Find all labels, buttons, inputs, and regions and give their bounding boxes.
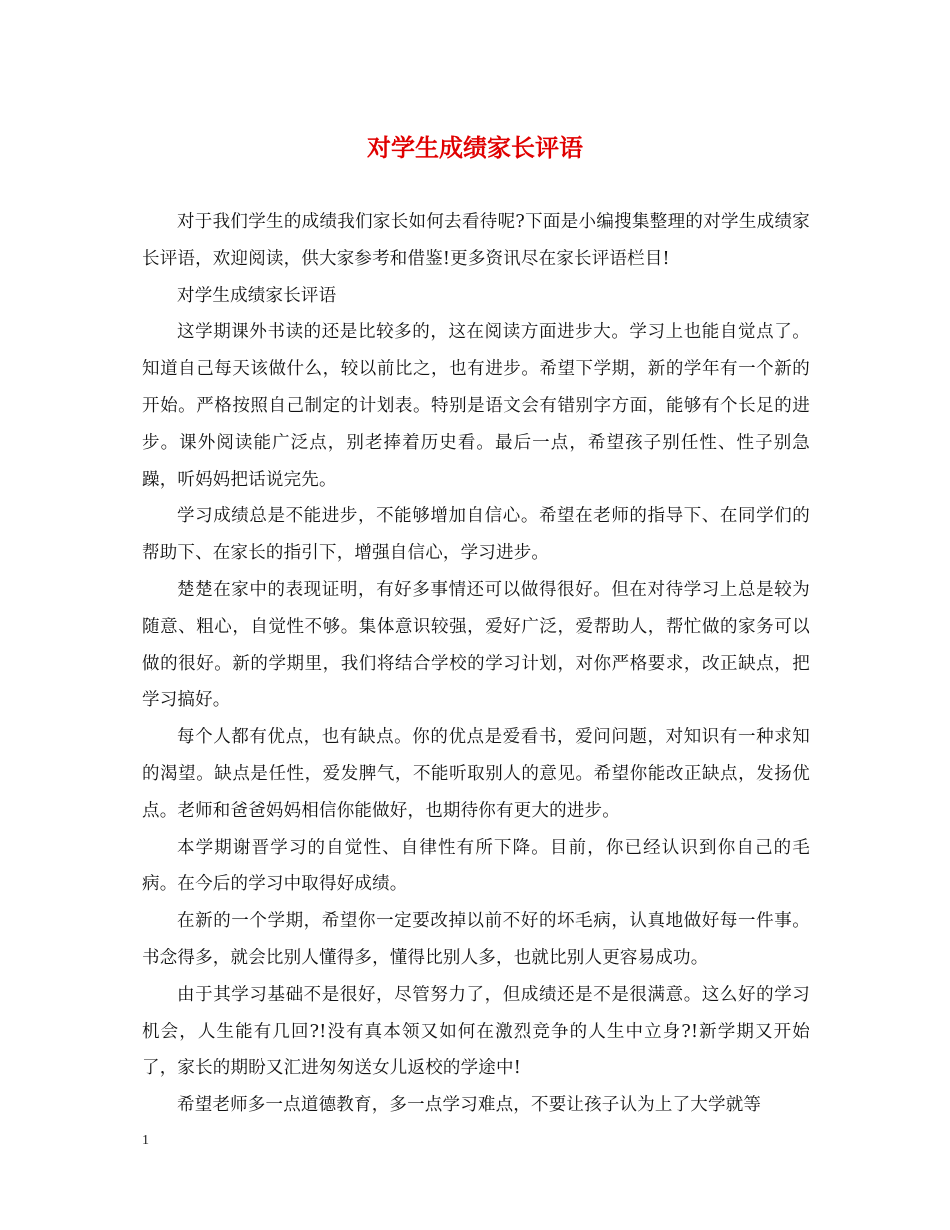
document-body	[142, 204, 810, 1124]
paragraph: 这学期课外书读的还是比较多的，这在阅读方面进步大。学习上也能自觉点了。知道自己每天该做什么，较以前比之，也有进步。希望下学期，新的学年有一个新的开始。严格按照自己制定的计划表。特别是语文会有错别字方面，能够有个长足的进步。课外阅读能广泛点，别老捧着历史看。最后一点，希望孩子别任性、性子别急躁，听妈妈把话说完先。	[142, 322, 810, 490]
paragraph-subtitle: 对学生成绩家长评语	[177, 285, 337, 306]
paragraph: 每个人都有优点，也有缺点。你的优点是爱看书，爱问问题，对知识有一种求知的渴望。缺点是任性，爱发脾气，不能听取别人的意见。希望你能改正缺点，发扬优点。老师和爸爸妈妈相信你能做好，也期待你有更大的进步。	[142, 727, 810, 821]
paragraph: 在新的一个学期，希望你一定要改掉以前不好的坏毛病，认真地做好每一件事。书念得多，就会比别人懂得多，懂得比别人多，也就比别人更容易成功。	[142, 911, 810, 968]
paragraph: 本学期谢晋学习的自觉性、自律性有所下降。目前，你已经认识到你自己的毛病。在今后的学习中取得好成绩。	[142, 837, 810, 895]
paragraph: 希望老师多一点道德教育，多一点学习难点，不要让孩子认为上了大学就等	[177, 1095, 762, 1116]
paragraph-intro: 对于我们学生的成绩我们家长如何去看待呢?下面是小编搜集整理的对学生成绩家长评语，欢迎阅读，供大家参考和借鉴!更多资讯尽在家长评语栏目!	[142, 212, 810, 269]
document-title: 对学生成绩家长评语	[367, 133, 583, 162]
page-number: 1	[142, 1133, 149, 1148]
paragraph: 学习成绩总是不能进步，不能够增加自信心。希望在老师的指导下、在同学们的帮助下、在家长的指引下，增强自信心，学习进步。	[142, 506, 810, 564]
paragraph: 楚楚在家中的表现证明，有好多事情还可以做得很好。但在对待学习上总是较为随意、粗心，自觉性不够。集体意识较强，爱好广泛，爱帮助人，帮忙做的家务可以做的很好。新的学期里，我们将结合学校的学习计划，对你严格要求，改正缺点，把学习搞好。	[142, 579, 810, 711]
paragraph: 由于其学习基础不是很好，尽管努力了，但成绩还是不是很满意。这么好的学习机会，人生能有几回?!没有真本领又如何在激烈竞争的人生中立身?!新学期又开始了，家长的期盼又汇进匆匆送女儿返校的学途中!	[142, 984, 810, 1079]
